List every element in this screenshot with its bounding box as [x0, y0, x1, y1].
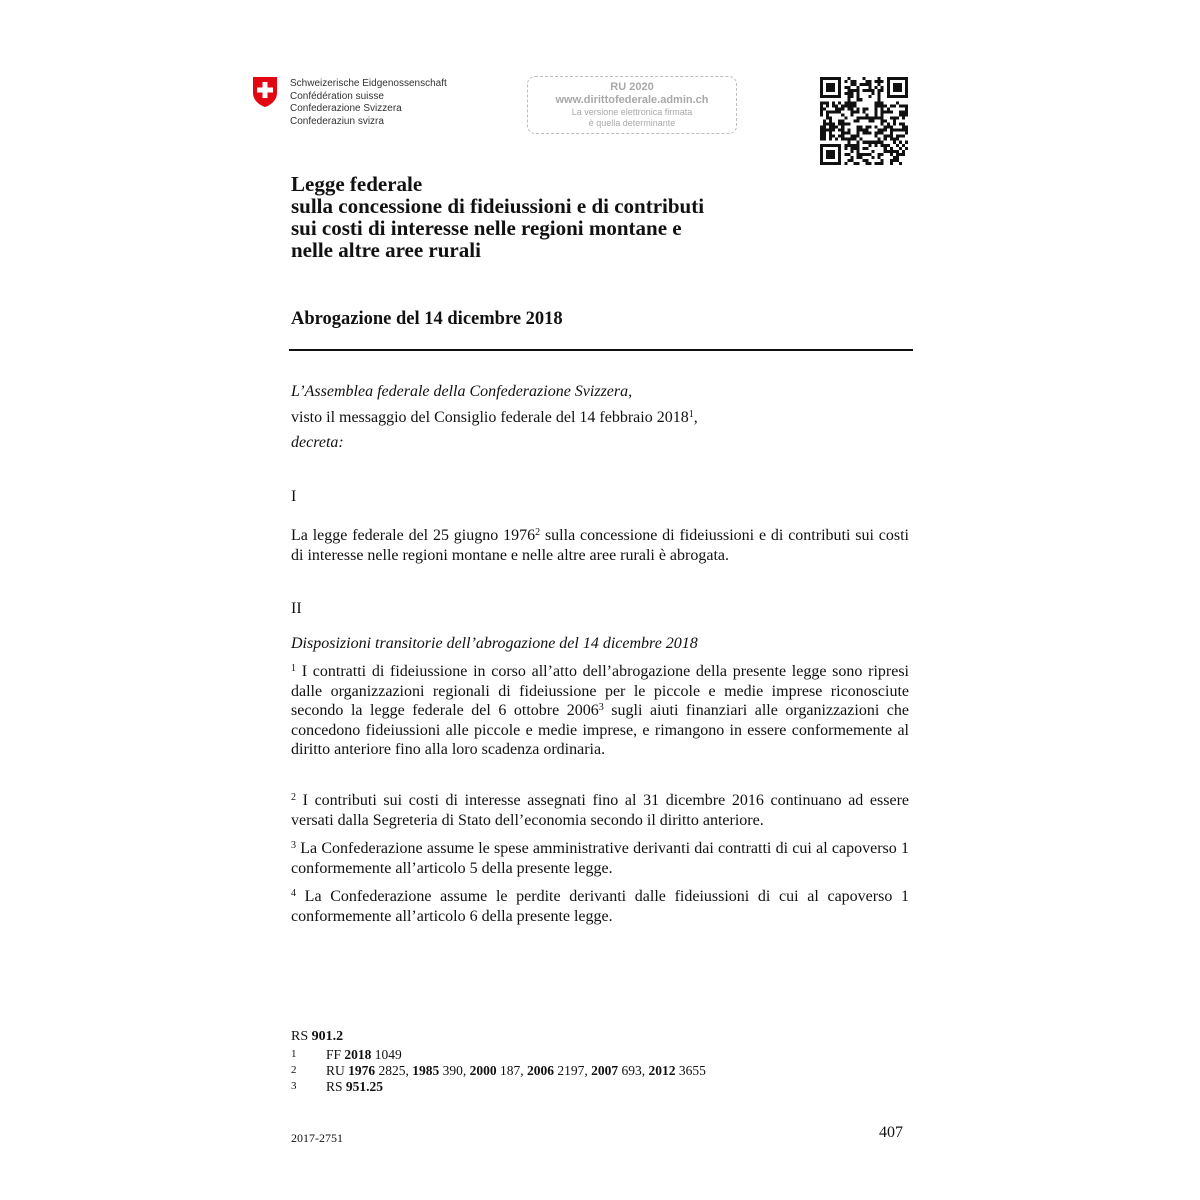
preamble-visto	[291, 408, 909, 428]
footnote-text: 3655	[675, 1063, 706, 1078]
footnote-text: 2006	[527, 1063, 555, 1078]
section-1-text-a: La legge federale del 25 giugno 1976	[291, 527, 536, 544]
paragraph-2-text: I contributi sui costi di interesse assegnati fino al 31 dicembre 2016 continuano ad essere versati dalla Segreteria di Stato dell’economia secondo il diritto anteriore.	[291, 792, 909, 829]
paragraph-1	[291, 662, 909, 760]
qr-code-icon	[820, 77, 908, 165]
title-line-4: nelle altre aree rurali	[291, 238, 481, 262]
rs-reference	[291, 1029, 343, 1045]
paragraph-number: 2	[291, 792, 296, 803]
section-1-text-b: sulla concessione di fideiussioni e di contributi sui costi di interesse nelle regioni montane e nelle altre aree rurali è abrogata.	[291, 527, 910, 564]
footnote-text: 2197,	[554, 1063, 592, 1078]
footnote-text: 1049	[371, 1047, 402, 1062]
footnote-text: 2018	[344, 1047, 372, 1062]
document-number: 2017-2751	[291, 1131, 343, 1145]
footnote-text: 2012	[648, 1063, 676, 1078]
footnote-text: 1985	[412, 1063, 440, 1078]
footnote-ref-1: 1	[688, 409, 694, 420]
stamp-note-1: La versione elettronica firmata	[571, 107, 693, 117]
section-2-heading: Disposizioni transitorie dell’abrogazione del 14 dicembre 2018	[291, 635, 698, 652]
paragraph-2	[291, 791, 909, 830]
stamp-note-2: è quella determinante	[588, 118, 676, 128]
official-stamp	[527, 76, 737, 134]
paragraph-number: 3	[291, 840, 296, 851]
footnote-number: 1	[291, 1048, 297, 1060]
paragraph-3-text: La Confederazione assume le spese amministrative derivanti dai contratti di cui al capoverso 1 conformemente all’articolo 5 della presente legge.	[291, 840, 909, 877]
confed-name-fr: Confédération suisse	[290, 90, 384, 102]
page-number: 407	[879, 1124, 903, 1141]
footnote-text: 2000	[469, 1063, 497, 1078]
footnote-text: 187,	[496, 1063, 528, 1078]
swiss-cross-shield-icon	[252, 76, 278, 108]
paragraph-number: 1	[291, 663, 296, 674]
paragraph-number: 4	[291, 888, 296, 899]
confed-name-rm: Confederaziun svizra	[290, 115, 384, 127]
footnote-text: 693,	[618, 1063, 649, 1078]
paragraph-4	[291, 887, 909, 926]
paragraph-3	[291, 839, 909, 878]
footnote-text: 2007	[591, 1063, 619, 1078]
title-line-1: Legge federale	[291, 172, 423, 196]
rs-number: 901.2	[311, 1029, 344, 1044]
title-divider	[289, 349, 913, 351]
section-number-2: II	[291, 600, 302, 617]
title-line-3: sui costi di interesse nelle regioni montane e	[291, 216, 682, 240]
confed-name-it: Confederazione Svizzera	[290, 103, 402, 114]
confed-name-de: Schweizerische Eidgenossenschaft	[290, 78, 447, 89]
footnote-text: 390,	[439, 1063, 470, 1078]
footnote-3	[291, 1079, 383, 1094]
footnote-1	[291, 1047, 402, 1062]
stamp-edition: RU 2020	[610, 81, 654, 93]
title-line-2: sulla concessione di fideiussioni e di contributi	[291, 194, 705, 218]
footnote-text: RU	[326, 1063, 349, 1078]
visto-end: ,	[693, 409, 698, 426]
footnote-text: 951.25	[345, 1079, 384, 1094]
section-1-text	[291, 526, 909, 565]
paragraph-4-text: La Confederazione assume le perdite derivanti dalle fideiussioni di cui al capoverso 1 conformemente all’articolo 6 della presente legge.	[291, 888, 909, 925]
confederation-names	[290, 78, 447, 128]
repeal-subtitle: Abrogazione del 14 dicembre 2018	[291, 309, 563, 329]
footnote-ref-3: 3	[598, 702, 604, 713]
stamp-url: www.dirittofederale.admin.ch	[555, 94, 709, 106]
footnote-text: FF	[326, 1047, 345, 1062]
visto-text: visto il messaggio del Consiglio federale del 14 febbraio 2018	[291, 409, 689, 426]
footnote-number: 2	[291, 1064, 297, 1076]
rs-label: RS	[291, 1029, 309, 1044]
footnote-text: 1976	[348, 1063, 376, 1078]
footnote-text: 2825,	[375, 1063, 413, 1078]
footnote-text: RS	[326, 1079, 346, 1094]
footnote-ref-2: 2	[535, 527, 541, 538]
section-number-1: I	[291, 488, 297, 505]
footnote-number: 3	[291, 1080, 297, 1092]
law-title	[291, 173, 911, 261]
preamble-assembly: L’Assemblea federale della Confederazione Svizzera,	[291, 383, 633, 400]
preamble-decreta: decreta:	[291, 434, 344, 451]
footnote-2	[291, 1063, 706, 1078]
paragraph-1-text-a: I contratti di fideiussione in corso all’atto dell’abrogazione della presente legge sono ripresi dalle organizzazioni regionali di fideiussione per le piccole e medie imprese riconosciute secondo la legge federale del 6 ottobre 2006	[291, 663, 909, 719]
paragraph-1-text-b: sugli aiuti finanziari alle organizzazioni che concedono fideiussioni alle piccole e medie imprese, e rimangono in essere conformemente al diritto anteriore fino alla loro scadenza ordinaria.	[291, 702, 910, 758]
